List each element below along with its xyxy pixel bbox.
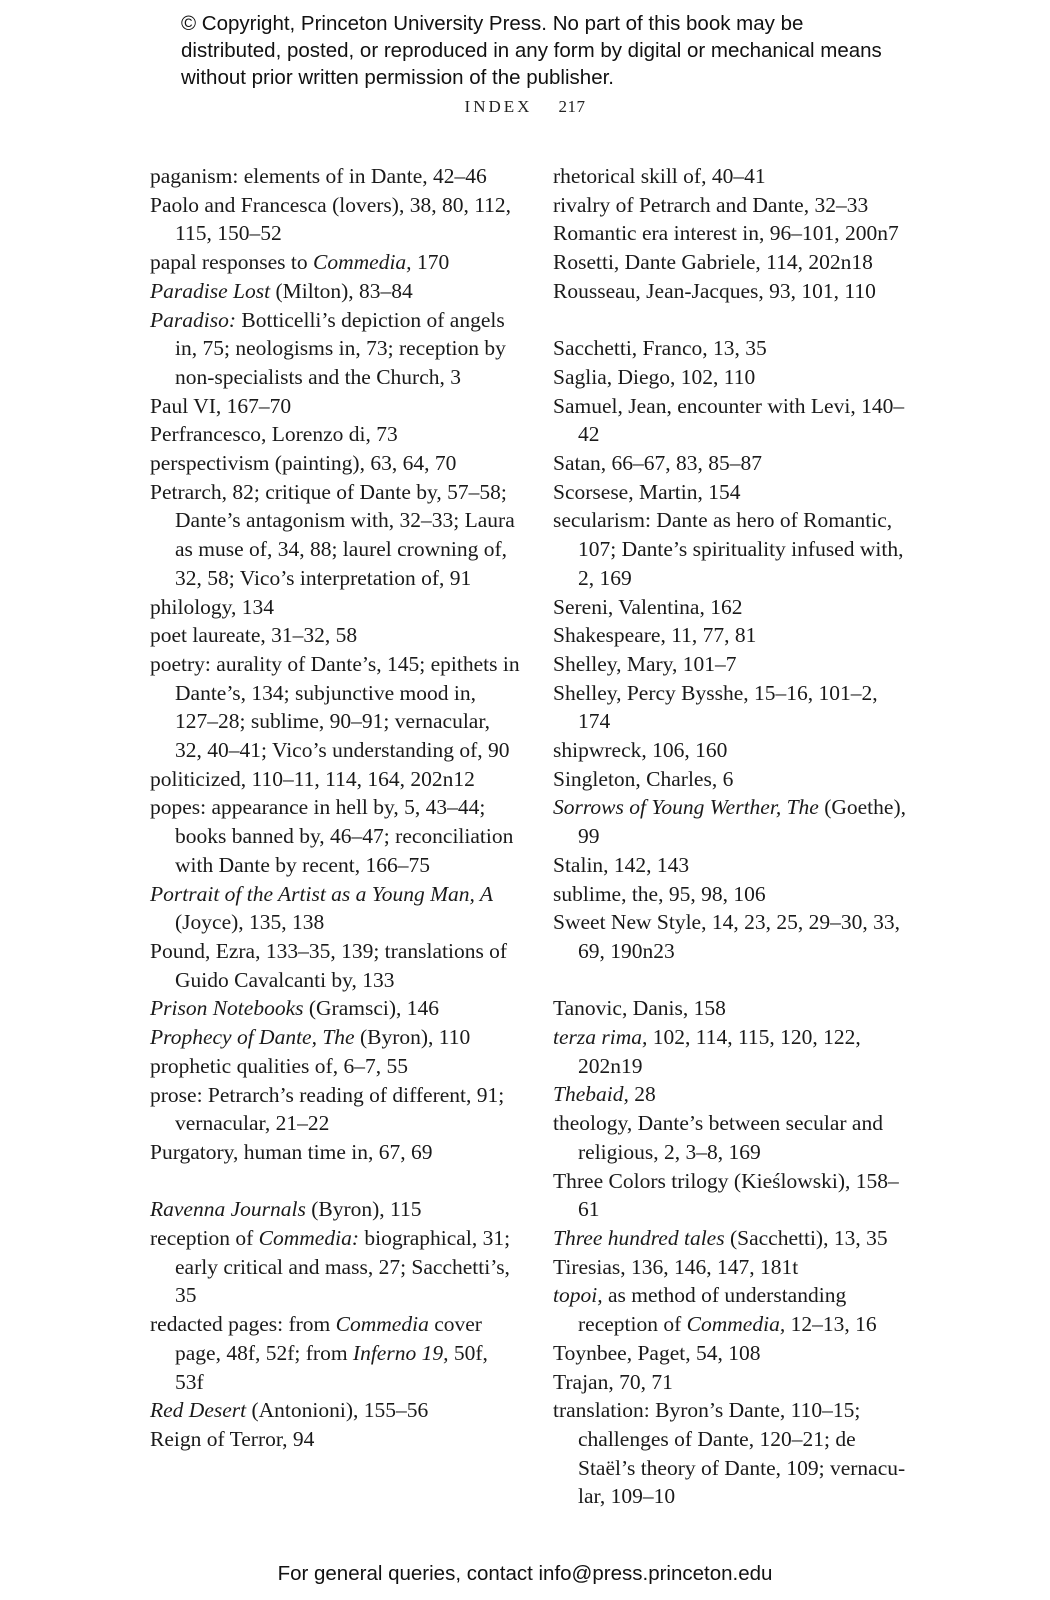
entry-text: Saglia, Diego, 102, 110 bbox=[553, 364, 756, 389]
index-entry bbox=[553, 219, 913, 248]
entry-text: Trajan, 70, 71 bbox=[553, 1369, 673, 1394]
entry-text: philology, 134 bbox=[150, 594, 275, 619]
index-column-right bbox=[553, 162, 913, 1511]
entry-text: (Joyce), 135, 138 bbox=[175, 910, 325, 935]
entry-title-italic: Portrait of the Artist as a Young Man, A bbox=[150, 881, 494, 906]
index-entry bbox=[553, 191, 913, 220]
entry-text: Tanovic, Danis, 158 bbox=[553, 996, 726, 1021]
entry-title-italic: Commedia, bbox=[313, 250, 412, 275]
index-entry bbox=[553, 650, 913, 679]
entry-text: Tiresias, 136, 146, 147, 181t bbox=[553, 1254, 799, 1279]
index-entry bbox=[553, 1109, 913, 1166]
entry-text: prose: Petrarch’s reading of different, 91; vernacular, 21–22 bbox=[150, 1082, 505, 1136]
entry-text: 50f, 53f bbox=[175, 1340, 488, 1394]
index-entry bbox=[553, 1339, 913, 1368]
entry-text: 28 bbox=[628, 1082, 656, 1107]
index-entry bbox=[553, 162, 913, 191]
entry-text: papal responses to bbox=[150, 250, 314, 275]
index-entry bbox=[553, 736, 913, 765]
entry-title-italic: Prophecy of Dante, The bbox=[150, 1025, 355, 1050]
footer-contact: For general queries, contact info@press.princeton.edu bbox=[277, 1562, 773, 1585]
index-entry bbox=[553, 908, 913, 965]
index-entry bbox=[553, 277, 913, 306]
index-entry bbox=[553, 621, 913, 650]
entry-text: poetry: aurality of Dante’s, 145; epithets in Dante’s, 134; subjunctive mood in, 127–28; sublime, 90–91; vernacular, 32, 40–41; Vico’s understanding of, 90 bbox=[150, 651, 520, 763]
index-entry bbox=[150, 306, 520, 392]
entry-title-italic: topoi, bbox=[553, 1283, 603, 1308]
entry-title-italic: Prison Notebooks bbox=[150, 996, 304, 1021]
index-entry bbox=[150, 1396, 520, 1425]
entry-title-italic: Paradiso: bbox=[150, 307, 236, 332]
index-entry bbox=[553, 392, 913, 449]
entry-text: Reign of Terror, 94 bbox=[150, 1426, 315, 1451]
entry-text: biographical, 31; early critical and mass, 27; Sacchetti’s, 35 bbox=[175, 1226, 511, 1308]
entry-text: Three Colors trilogy (Kieślowski), 158–61 bbox=[553, 1168, 899, 1222]
entry-text: Paul VI, 167–70 bbox=[150, 393, 292, 418]
index-entry bbox=[150, 1052, 520, 1081]
entry-text: 102, 114, 115, 120, 122, 202n19 bbox=[578, 1025, 861, 1078]
index-entry bbox=[553, 363, 913, 392]
entry-text: Sacchetti, Franco, 13, 35 bbox=[553, 336, 767, 361]
entry-text: Toynbee, Paget, 54, 108 bbox=[553, 1340, 761, 1365]
entry-text: cover page, 48f, 52f; from bbox=[175, 1312, 482, 1365]
index-entry bbox=[553, 1224, 913, 1253]
entry-text: 12–13, 16 bbox=[785, 1312, 877, 1337]
section-gap bbox=[553, 966, 913, 995]
entry-text: Shelley, Percy Bysshe, 15–16, 101–2, 174 bbox=[553, 680, 878, 734]
index-entry bbox=[553, 1281, 913, 1338]
index-entry bbox=[553, 994, 913, 1023]
entry-title-italic: Sorrows of Young Werther, The bbox=[553, 795, 819, 820]
entry-title-italic: Inferno 19, bbox=[352, 1340, 449, 1365]
index-entry bbox=[553, 1253, 913, 1282]
index-entry bbox=[150, 478, 520, 593]
index-entry bbox=[553, 1080, 913, 1109]
entry-text: (Goethe), 99 bbox=[578, 795, 906, 849]
entry-text: shipwreck, 106, 160 bbox=[553, 738, 728, 763]
copyright-notice: © Copyright, Princeton University Press. No part of this book may be distributed, posted, or reproduced in any form by digital or mechanical means without prior written permission of the publisher. bbox=[181, 12, 882, 89]
index-entry bbox=[150, 937, 520, 994]
index-entry bbox=[150, 392, 520, 421]
index-entry bbox=[553, 1023, 913, 1080]
entry-text: Satan, 66–67, 83, 85–87 bbox=[553, 451, 763, 476]
index-entry bbox=[553, 248, 913, 277]
entry-text: translation: Byron’s Dante, 110–15; challenges of Dante, 120–21; de Staël’s theory of Dante, 109; vernacular, 109–10 bbox=[553, 1398, 906, 1509]
index-entry bbox=[150, 1310, 520, 1396]
section-gap bbox=[150, 1167, 520, 1196]
entry-text: Shelley, Mary, 101–7 bbox=[553, 651, 737, 676]
entry-title-italic: Three hundred tales bbox=[553, 1225, 725, 1250]
index-entry bbox=[150, 248, 520, 277]
entry-title-italic: Commedia, bbox=[686, 1312, 786, 1337]
index-entry bbox=[150, 593, 520, 622]
index-entry bbox=[150, 420, 520, 449]
entry-text: Purgatory, human time in, 67, 69 bbox=[150, 1139, 433, 1164]
entry-text: secularism: Dante as hero of Romantic, 107; Dante’s spirituality infused with, 2, 169 bbox=[553, 508, 904, 590]
entry-text: 170 bbox=[411, 250, 450, 275]
index-entry bbox=[150, 1425, 520, 1454]
index-entry bbox=[553, 1396, 913, 1511]
index-entry bbox=[150, 650, 520, 765]
entry-text: sublime, the, 95, 98, 106 bbox=[553, 881, 766, 906]
entry-text: Sereni, Valentina, 162 bbox=[553, 594, 743, 619]
index-entry bbox=[150, 162, 520, 191]
entry-text: (Antonioni), 155–56 bbox=[246, 1398, 429, 1423]
entry-title-italic: Commedia: bbox=[258, 1226, 359, 1250]
index-entry bbox=[553, 506, 913, 592]
index-entry bbox=[150, 1195, 520, 1224]
index-entry bbox=[553, 1167, 913, 1224]
index-entry bbox=[553, 679, 913, 736]
entry-text: poet laureate, 31–32, 58 bbox=[150, 623, 358, 648]
index-entry bbox=[150, 765, 520, 794]
section-gap bbox=[553, 306, 913, 335]
index-column-left bbox=[150, 162, 520, 1454]
entry-text: rhetorical skill of, 40–41 bbox=[553, 164, 766, 188]
entry-title-italic: Thebaid, bbox=[553, 1082, 629, 1107]
index-entry bbox=[553, 334, 913, 363]
entry-text: popes: appearance in hell by, 5, 43–44; books banned by, 46–47; reconciliation with Dante by recent, 166–75 bbox=[150, 795, 514, 877]
entry-text: Rousseau, Jean-Jacques, 93, 101, 110 bbox=[553, 278, 876, 303]
entry-title-italic: terza rima, bbox=[553, 1025, 648, 1050]
index-entry bbox=[150, 880, 520, 937]
entry-text: politicized, 110–11, 114, 164, 202n12 bbox=[150, 766, 475, 791]
entry-text: Romantic era interest in, 96–101, 200n7 bbox=[553, 221, 899, 246]
entry-title-italic: Paradise Lost bbox=[150, 278, 271, 303]
entry-text: (Byron), 110 bbox=[354, 1025, 471, 1050]
index-entry bbox=[150, 994, 520, 1023]
entry-text: Paolo and Francesca (lovers), 38, 80, 112, 115, 150–52 bbox=[150, 192, 512, 246]
entry-text: (Gramsci), 146 bbox=[303, 996, 440, 1021]
running-head bbox=[0, 97, 1050, 117]
entry-title-italic: Red Desert bbox=[150, 1398, 247, 1423]
page-number: 217 bbox=[558, 97, 586, 116]
entry-text: (Milton), 83–84 bbox=[270, 278, 413, 303]
entry-text: prophetic qualities of, 6–7, 55 bbox=[150, 1053, 408, 1078]
index-entry bbox=[150, 1224, 520, 1310]
index-entry bbox=[150, 793, 520, 879]
index-entry bbox=[553, 851, 913, 880]
index-entry bbox=[150, 449, 520, 478]
entry-text: Shakespeare, 11, 77, 81 bbox=[553, 623, 757, 648]
index-entry bbox=[553, 793, 913, 850]
entry-text: Rosetti, Dante Gabriele, 114, 202n18 bbox=[553, 250, 873, 275]
entry-text: perspectivism (painting), 63, 64, 70 bbox=[150, 451, 457, 476]
entry-text: Samuel, Jean, encounter with Levi, 140–42 bbox=[553, 393, 905, 447]
entry-text: Botticelli’s depiction of angels in, 75; neologisms in, 73; reception by non-specialists and the Church, 3 bbox=[175, 307, 506, 389]
entry-text: Petrarch, 82; critique of Dante by, 57–58; Dante’s antagonism with, 32–33; Laura as muse of, 34, 88; laurel crowning of, 32, 58; Vico’s interpretation of, 91 bbox=[150, 479, 515, 590]
entry-text: redacted pages: from bbox=[150, 1312, 336, 1337]
entry-title-italic: Commedia bbox=[335, 1312, 429, 1337]
index-entry bbox=[150, 191, 520, 248]
entry-text: Sweet New Style, 14, 23, 25, 29–30, 33, 69, 190n23 bbox=[553, 910, 900, 963]
entry-text: Perfrancesco, Lorenzo di, 73 bbox=[150, 422, 398, 447]
index-entry bbox=[150, 621, 520, 650]
index-entry bbox=[150, 1081, 520, 1138]
index-entry bbox=[553, 880, 913, 909]
entry-text: (Byron), 115 bbox=[305, 1197, 422, 1222]
index-entry bbox=[150, 1138, 520, 1167]
entry-text: as method of understanding reception of bbox=[578, 1283, 847, 1337]
index-entry bbox=[553, 593, 913, 622]
running-head-title: INDEX bbox=[464, 97, 533, 116]
entry-title-italic: Ravenna Journals bbox=[150, 1197, 306, 1222]
entry-text: reception of bbox=[150, 1226, 259, 1250]
index-entry bbox=[150, 1023, 520, 1052]
index-entry bbox=[150, 277, 520, 306]
entry-text: (Sacchetti), 13, 35 bbox=[724, 1225, 888, 1250]
index-entry bbox=[553, 478, 913, 507]
entry-text: Stalin, 142, 143 bbox=[553, 852, 690, 877]
entry-text: theology, Dante’s between secular and religious, 2, 3–8, 169 bbox=[553, 1111, 883, 1164]
index-entry bbox=[553, 1368, 913, 1397]
entry-text: Singleton, Charles, 6 bbox=[553, 766, 734, 791]
entry-text: paganism: elements of in Dante, 42–46 bbox=[150, 164, 487, 188]
entry-text: rivalry of Petrarch and Dante, 32–33 bbox=[553, 192, 869, 217]
index-entry bbox=[553, 449, 913, 478]
entry-text: Scorsese, Martin, 154 bbox=[553, 479, 741, 504]
entry-text: Pound, Ezra, 133–35, 139; translations of Guido Cavalcanti by, 133 bbox=[150, 938, 508, 992]
index-entry bbox=[553, 765, 913, 794]
